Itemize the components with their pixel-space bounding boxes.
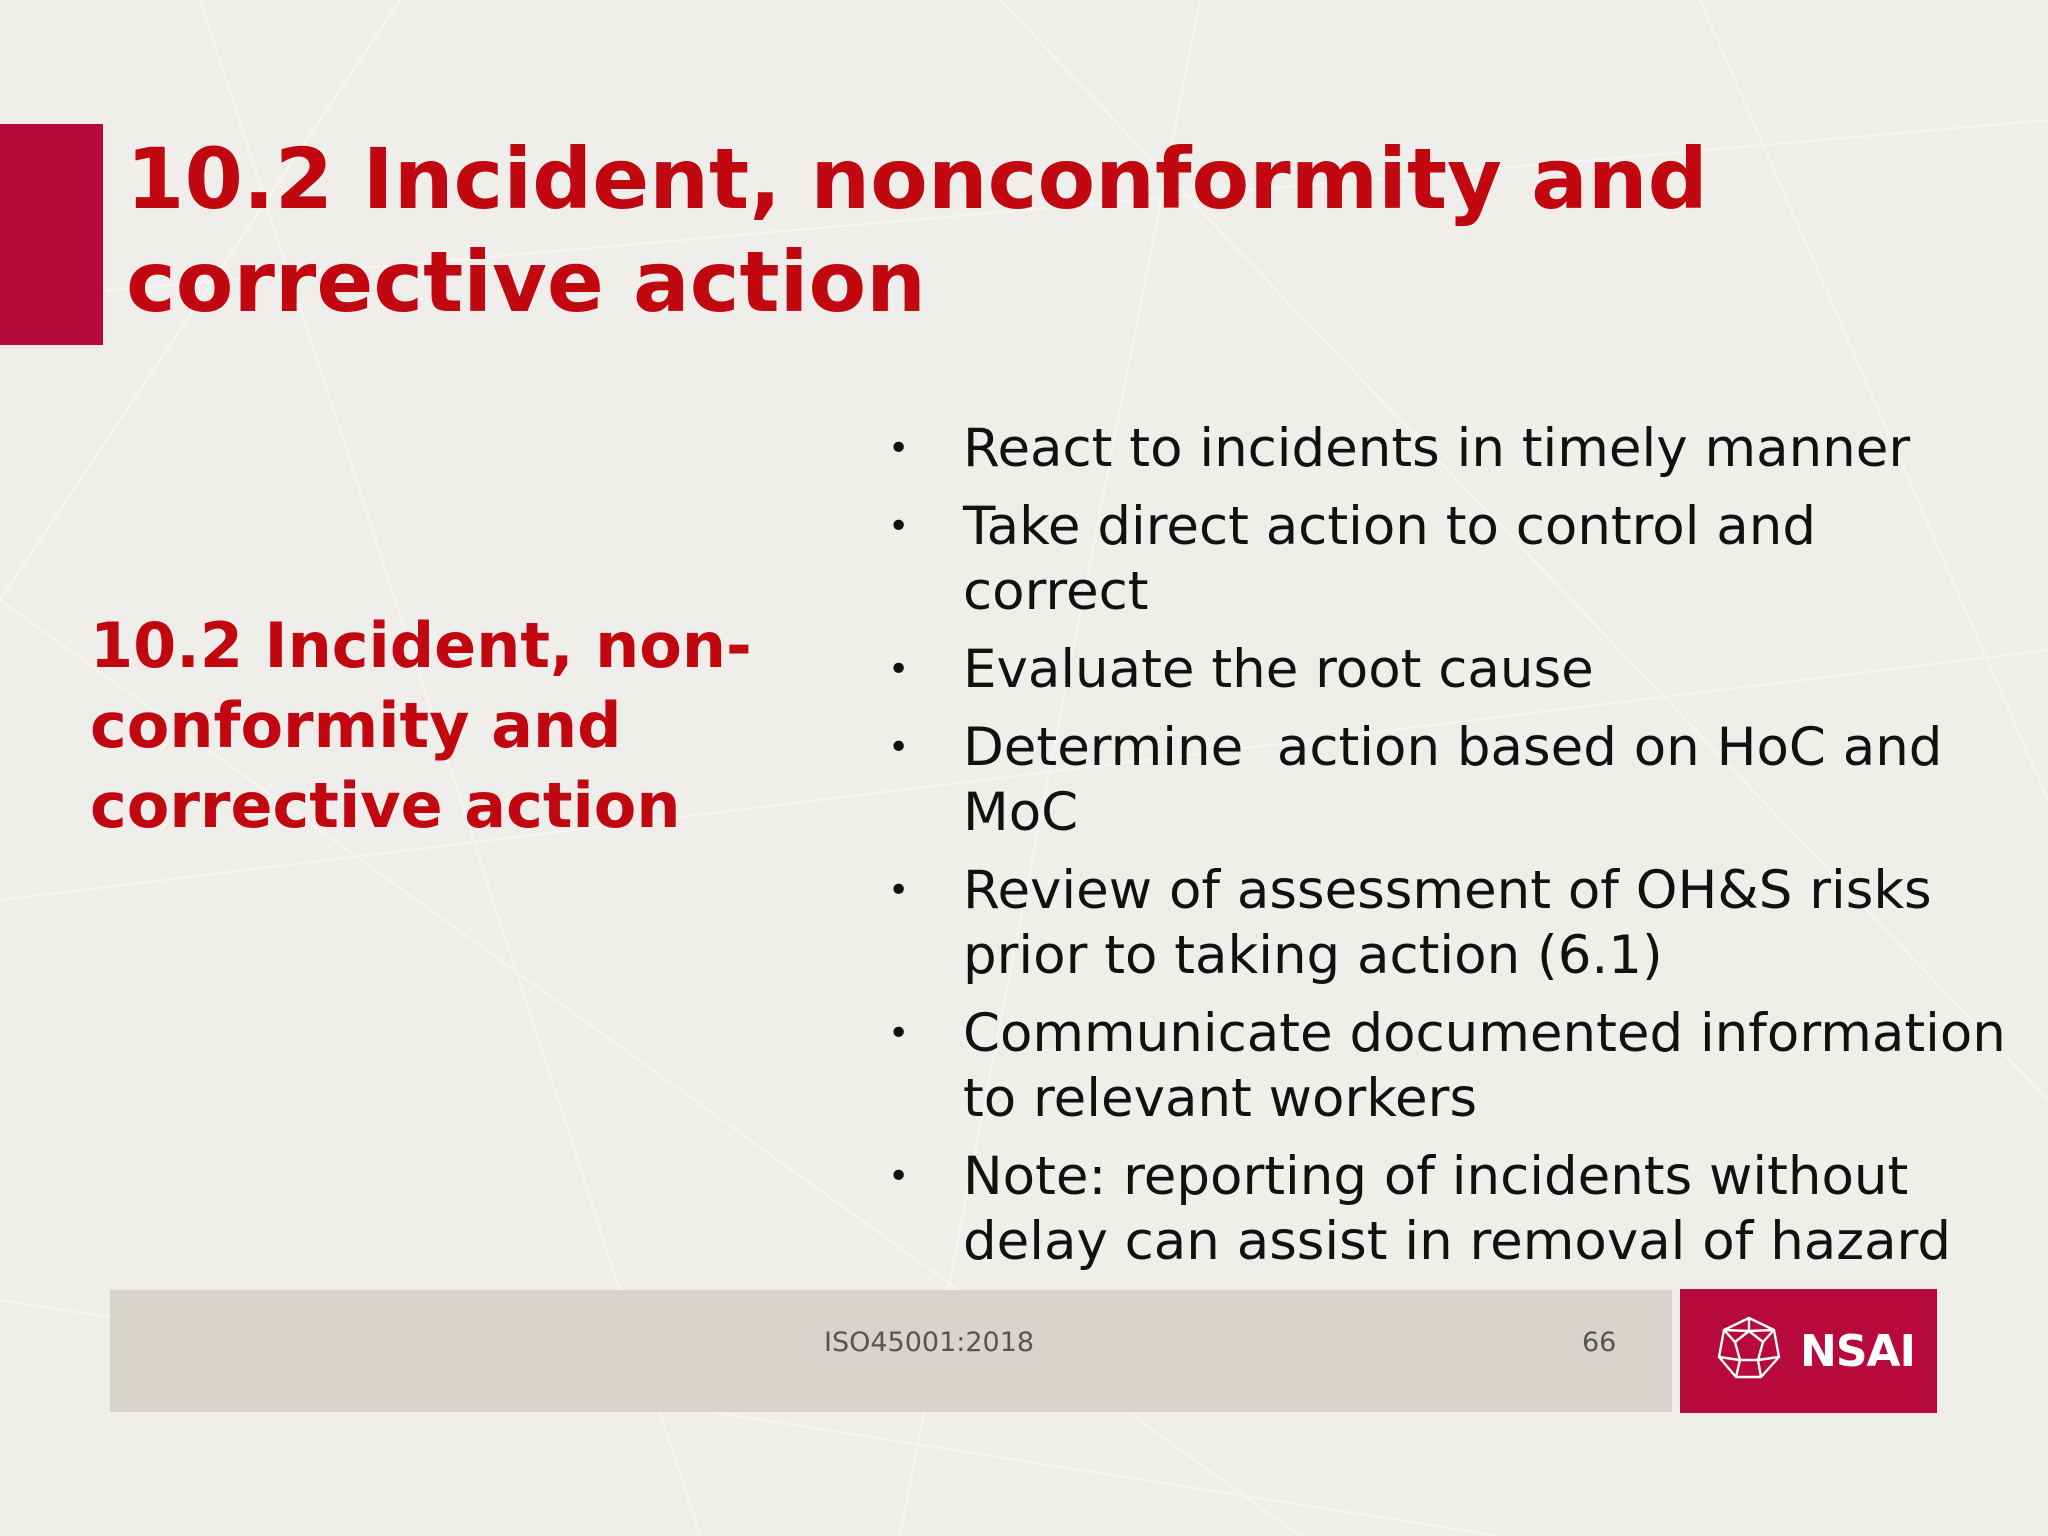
nsai-logo [1680,1289,1937,1413]
title-accent-bar [0,124,103,345]
polyhedron-icon [1716,1315,1782,1381]
page-number: 66 [1582,1327,1617,1358]
bullet-dot: • [888,428,910,469]
bullet-dot: • [888,1013,910,1054]
logo-text: NSAI [1800,1326,1915,1377]
list-item [876,715,2006,845]
side-heading: 10.2 Incident, non-conformity and corrective action [90,609,752,842]
bullet-text: Determine action based on HoC and MoC [963,717,1960,843]
bullet-dot: • [888,649,910,690]
bullet-text: Note: reporting of incidents without delay can assist in removal of hazard [963,1146,1952,1272]
footer-standard: ISO45001:2018 [824,1327,1035,1358]
bullet-dot: • [888,506,910,547]
bullet-dot: • [888,870,910,911]
slide-title: 10.2 Incident, nonconformity and corrective action [126,130,1708,331]
bullet-list [876,416,2006,1287]
bullet-text: Communicate documented information to relevant workers [963,1003,2006,1129]
bullet-text: Take direct action to control and correct [963,496,1817,622]
list-item [876,494,2006,624]
bullet-text: Review of assessment of OH&S risks prior to taking action (6.1) [963,860,1932,986]
list-item [876,1001,2006,1131]
bullet-dot: • [888,727,910,768]
bullet-text: React to incidents in timely manner [963,418,1911,479]
list-item [876,858,2006,988]
bullet-dot: • [888,1156,910,1197]
list-item [876,1144,2006,1274]
list-item [876,637,2006,702]
bullet-text: Evaluate the root cause [963,639,1594,700]
list-item [876,416,2006,481]
